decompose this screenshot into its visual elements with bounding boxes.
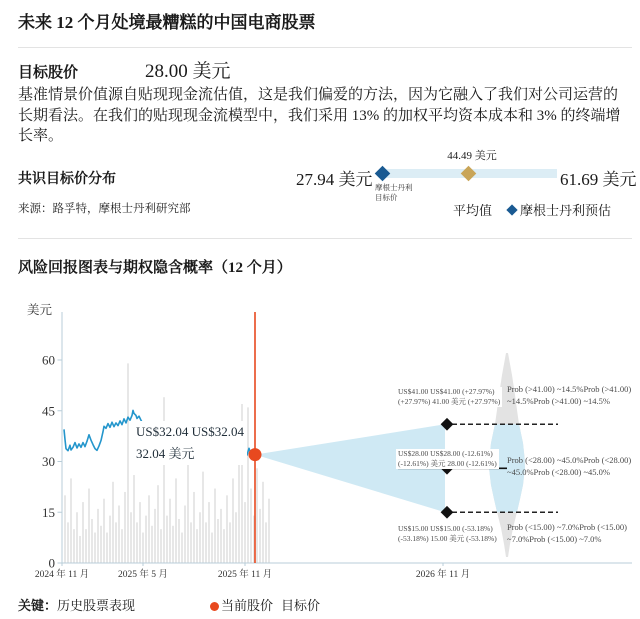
svg-text:45: 45 (42, 403, 55, 419)
historical-legend-label: 历史股票表现 (57, 598, 136, 613)
base-case-annotation: US$28.00 US$28.00 (-12.61%) (-12.61%) 美元 28.00 (-12.61%) (398, 449, 497, 469)
bear-case-annotation: US$15.00 US$15.00 (-53.18%) (-53.18%) 15.00 美元 (-53.18%) (398, 524, 497, 544)
source-note: 来源：路孚特，摩根士丹利研究部 (18, 203, 191, 215)
footer-price-legend (210, 595, 320, 614)
target-price-label: 目标股价 (18, 65, 79, 81)
consensus-label: 共识目标价分布 (18, 172, 116, 187)
legend-mean-label: 平均值 (453, 203, 493, 218)
footer-key-legend (18, 595, 135, 614)
bull-case-annotation: US$41.00 US$41.00 (+27.97%) (+27.97%) 41.00 美元 (+27.97%) (398, 387, 501, 407)
current-price-dot-icon (210, 602, 219, 611)
page-title: 未来 12 个月处境最糟糕的中国电商股票 (18, 13, 316, 32)
svg-text:30: 30 (42, 454, 55, 470)
base-probability-annotation: Prob (<28.00) ~45.0%Prob (<28.00) ~45.0%Prob (<28.00) ~45.0% (507, 455, 632, 477)
divider (18, 238, 632, 239)
target-price-value: 28.00 美元 (145, 61, 231, 82)
bull-probability-annotation: Prob (>41.00) ~14.5%Prob (>41.00) ~14.5%Prob (>41.00) ~14.5% (507, 384, 632, 406)
consensus-high-value: 61.69 美元 (560, 170, 637, 189)
current-price-annotation: US$32.04 US$32.04 32.04 美元 (133, 421, 247, 465)
svg-text:2026 年 11 月: 2026 年 11 月 (415, 570, 471, 580)
consensus-mean-value: 44.49 美元 (447, 150, 497, 162)
consensus-low-value: 27.94 美元 (296, 170, 373, 189)
valuation-paragraph: 基准情景价值源自贴现现金流估值，这是我们偏爱的方法，因为它融入了我们对公司运营的长期看法。在我们的贴现现金流模型中，我们采用 13% 的加权平均资本成本和 3% 的终端增长率。 (18, 87, 621, 145)
svg-text:美元: 美元 (27, 303, 53, 317)
svg-text:0: 0 (48, 555, 55, 571)
bear-probability-annotation: Prob (<15.00) ~7.0%Prob (<15.00) ~7.0%Prob (<15.00) ~7.0% (507, 522, 627, 544)
risk-reward-title: 风险回报图表与期权隐含概率（12 个月） (18, 260, 292, 276)
legend-ms-label: 摩根士丹利预估 (520, 203, 612, 218)
svg-text:2025 年 5 月: 2025 年 5 月 (118, 570, 168, 580)
svg-text:2025 年 11 月: 2025 年 11 月 (217, 570, 273, 580)
target-price-legend-label: 目标价 (281, 598, 321, 613)
svg-text:2024 年 11 月: 2024 年 11 月 (34, 570, 90, 580)
ms-diamond-icon (506, 204, 517, 215)
current-price-legend-label: 当前股价 (221, 598, 274, 613)
svg-text:15: 15 (42, 504, 55, 520)
divider (18, 47, 632, 48)
consensus-legend (453, 200, 611, 219)
svg-text:60: 60 (42, 352, 55, 368)
key-label: 关键： (18, 598, 58, 613)
ms-target-marker-label: 摩根士丹利 目标价 (375, 183, 413, 202)
